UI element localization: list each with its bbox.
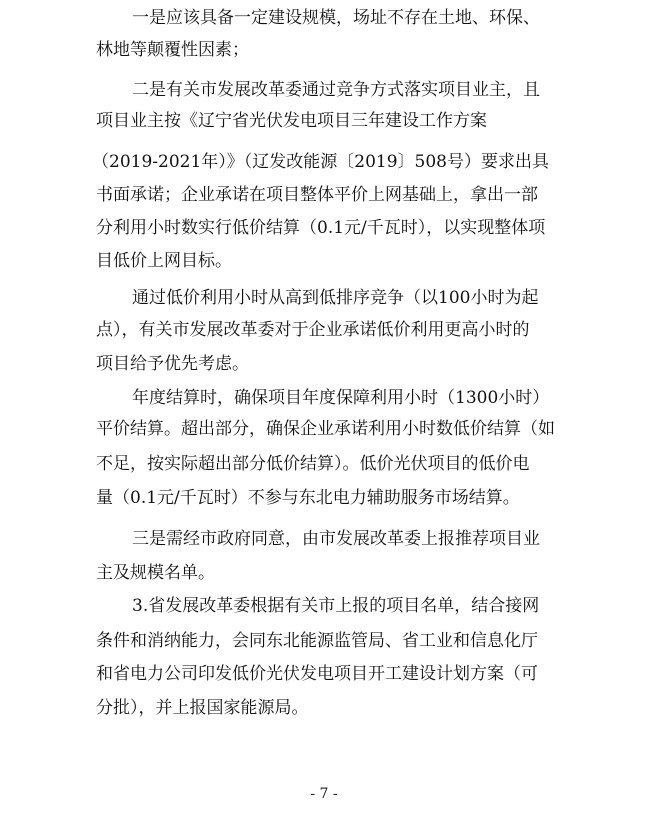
text-line: 目低价上网目标。 — [96, 251, 232, 271]
text-line: 年度结算时，确保项目年度保障利用小时（1300小时） — [132, 388, 550, 408]
text-line: 一是应该具备一定建设规模，场址不存在土地、环保、 — [132, 8, 540, 28]
text-line: 主及规模名单。 — [96, 563, 215, 583]
text-line: 分利用小时数实行低价结算（0.1元/千瓦时），以实现整体项 — [96, 218, 546, 238]
text-line: 3.省发展改革委根据有关市上报的项目名单，结合接网 — [132, 596, 540, 616]
text-line: 项目业主按《辽宁省光伏发电项目三年建设工作方案 — [96, 111, 487, 131]
text-line: 平价结算。超出部分，确保企业承诺利用小时数低价结算（如 — [96, 419, 555, 439]
text-line: 项目给予优先考虑。 — [96, 354, 249, 374]
text-line: 通过低价利用小时从高到低排序竞争（以100小时为起 — [132, 288, 539, 308]
text-line: （2019-2021年）》（辽发改能源〔2019〕508号）要求出具 — [92, 152, 549, 172]
page-number: - 7 - — [310, 786, 338, 802]
text-line: 量（0.1元/千瓦时）不参与东北电力辅助服务市场结算。 — [96, 488, 520, 508]
text-line: 书面承诺；企业承诺在项目整体平价上网基础上，拿出一部 — [96, 185, 538, 205]
text-line: 三是需经市政府同意，由市发展改革委上报推荐项目业 — [132, 529, 540, 549]
text-line: 二是有关市发展改革委通过竞争方式落实项目业主，且 — [132, 80, 540, 100]
text-line: 和省电力公司印发低价光伏发电项目开工建设计划方案（可 — [96, 664, 538, 684]
text-line: 林地等颠覆性因素； — [96, 40, 249, 60]
text-line: 不足，按实际超出部分低价结算）。低价光伏项目的低价电 — [96, 454, 530, 474]
text-line: 点），有关市发展改革委对于企业承诺低价利用更高小时的 — [96, 320, 530, 340]
text-line: 条件和消纳能力，会同东北能源监管局、省工业和信息化厅 — [96, 631, 538, 651]
text-line: 分批），并上报国家能源局。 — [96, 698, 309, 718]
